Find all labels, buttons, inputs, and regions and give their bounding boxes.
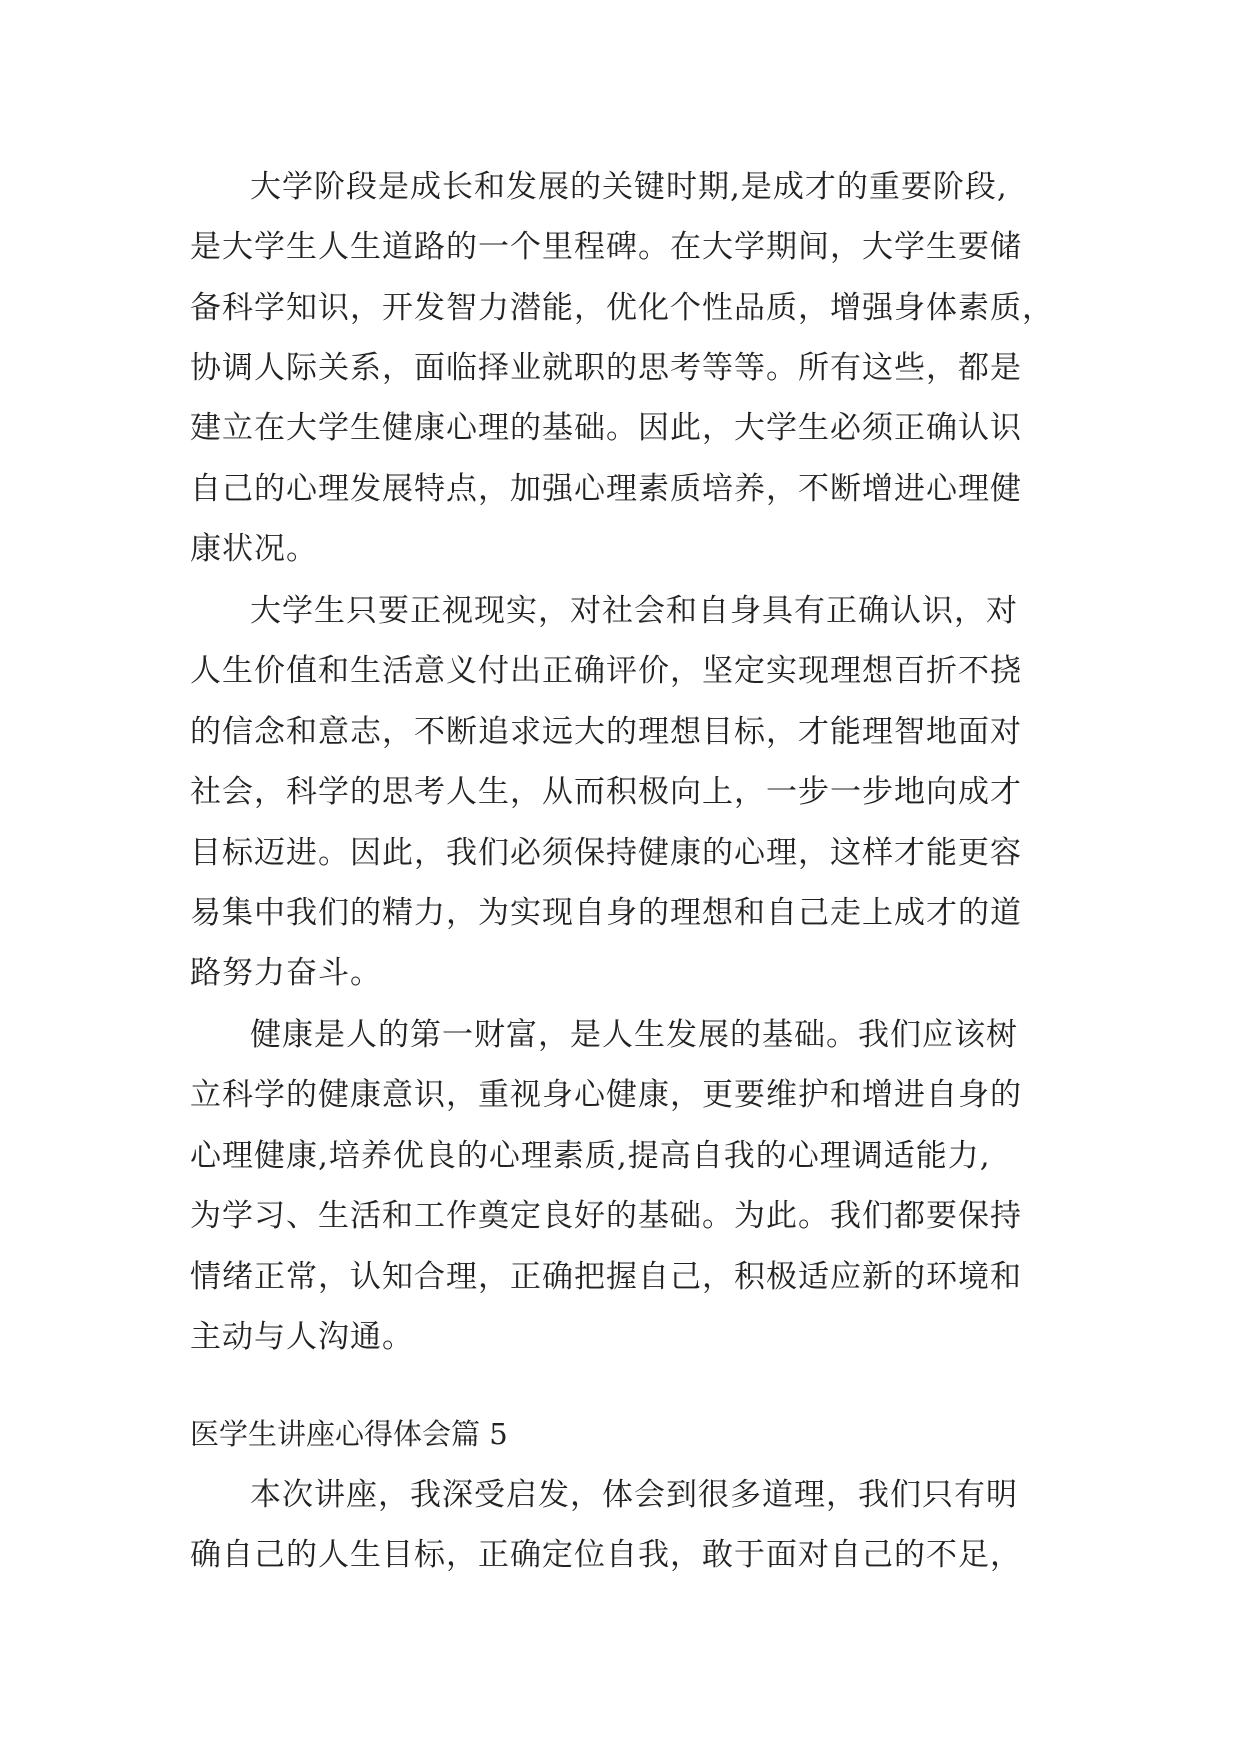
paragraph-1-line-5: 建立在大学生健康心理的基础。因此，大学生必须正确认识 — [190, 410, 1022, 446]
paragraph-4-line-1: 本次讲座，我深受启发，体会到很多道理，我们只有明 — [250, 1477, 1018, 1513]
paragraph-2-line-7: 路努力奋斗。 — [190, 955, 382, 991]
paragraph-1-line-7: 康状况。 — [190, 531, 318, 567]
paragraph-1-line-2: 是大学生人生道路的一个里程碑。在大学期间，大学生要储 — [190, 229, 1022, 265]
paragraph-3-line-3: 心理健康,培养优良的心理素质,提高自我的心理调适能力, — [190, 1138, 991, 1174]
paragraph-2-line-1: 大学生只要正视现实，对社会和自身具有正确认识，对 — [250, 593, 1018, 629]
paragraph-3-line-2: 立科学的健康意识，重视身心健康，更要维护和增进自身的 — [190, 1077, 1022, 1113]
paragraph-3-line-5: 情绪正常，认知合理，正确把握自己，积极适应新的环境和 — [190, 1259, 1022, 1295]
paragraph-2-line-2: 人生价值和生活意义付出正确评价，坚定实现理想百折不挠 — [190, 653, 1022, 689]
paragraph-1-line-3: 备科学知识，开发智力潜能，优化个性品质，增强身体素质， — [190, 290, 1054, 326]
paragraph-1-line-4: 协调人际关系，面临择业就职的思考等等。所有这些，都是 — [190, 350, 1022, 386]
paragraph-2-line-5: 目标迈进。因此，我们必须保持健康的心理，这样才能更容 — [190, 835, 1022, 871]
paragraph-3-line-1: 健康是人的第一财富，是人生发展的基础。我们应该树 — [250, 1017, 1018, 1053]
paragraph-3-line-4: 为学习、生活和工作奠定良好的基础。为此。我们都要保持 — [190, 1198, 1022, 1234]
paragraph-1-line-6: 自己的心理发展特点，加强心理素质培养，不断增进心理健 — [190, 471, 1022, 507]
paragraph-2-line-4: 社会，科学的思考人生，从而积极向上，一步一步地向成才 — [190, 774, 1022, 810]
paragraph-1-line-1: 大学阶段是成长和发展的关键时期,是成才的重要阶段, — [250, 169, 1008, 205]
section-heading: 医学生讲座心得体会篇 5 — [190, 1417, 508, 1451]
paragraph-2-line-6: 易集中我们的精力，为实现自身的理想和自己走上成才的道 — [190, 895, 1022, 931]
paragraph-4-line-2: 确自己的人生目标，正确定位自我，敢于面对自己的不足， — [190, 1537, 1022, 1573]
paragraph-2-line-3: 的信念和意志，不断追求远大的理想目标，才能理智地面对 — [190, 714, 1022, 750]
paragraph-3-line-6: 主动与人沟通。 — [190, 1319, 414, 1355]
